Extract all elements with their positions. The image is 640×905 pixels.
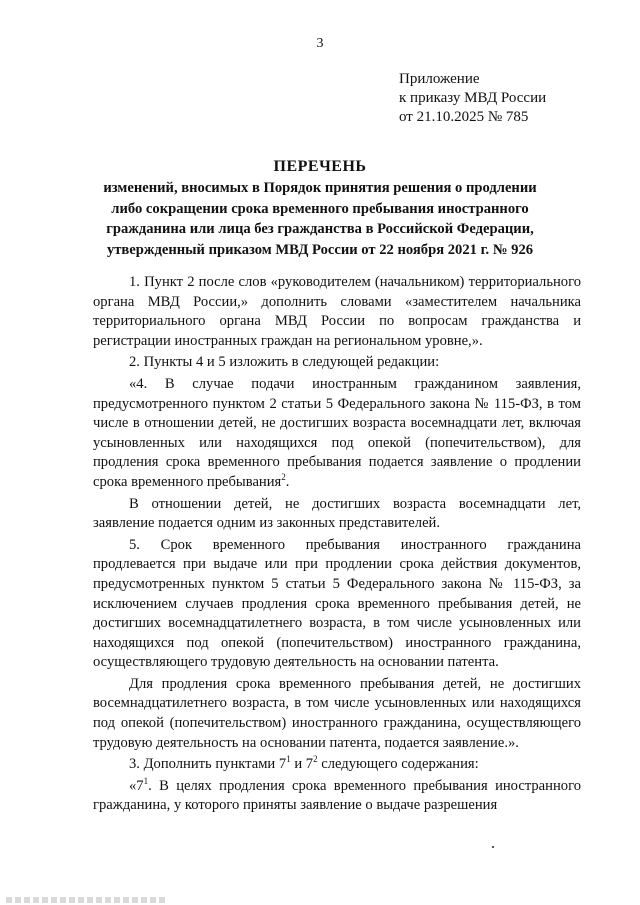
document-subtitle — [0, 178, 640, 260]
paragraph-text: «7 — [129, 777, 144, 794]
paragraph-item-3 — [93, 755, 581, 775]
footer-scan-artifact — [6, 897, 166, 903]
paragraph-point-5: 5. Срок временного пребывания иностранного гражданина продлевается при выдаче или при продлении срока действия документов, предусмотренных пунктом 5 статьи 5 Федерального закона № 115-ФЗ, за исключением случаев продления срока временного пребывания детей, не достигших восемнадцатилетнего возраста, в том числе усыновленных или находящихся под опекой (попечительством) иностранного гражданина, осуществляющего трудовую деятельность на основании патента. — [93, 536, 581, 671]
appendix-line-1: Приложение — [399, 71, 480, 87]
paragraph-item-1: 1. Пункт 2 после слов «руководителем (начальником) территориального органа МВД России,» дополнить словами «заместителем начальника территориального органа МВД России по вопросам гражданства и регистрации иностранных граждан на региональном уровне,». — [93, 274, 581, 349]
scan-mark — [492, 846, 494, 848]
document-heading — [0, 156, 640, 260]
paragraph-text: . В целях продления срока временного пребывания иностранного гражданина, у которого приняты заявление о выдаче разрешения — [93, 777, 581, 814]
paragraph-text: 3. Дополнить пунктами 7 — [129, 756, 287, 773]
appendix-block — [399, 70, 546, 127]
paragraph-point-4 — [93, 375, 581, 493]
superscript: 1 — [143, 775, 149, 786]
paragraph-item-2: 2. Пункты 4 и 5 изложить в следующей редакции: — [129, 354, 440, 371]
appendix-line-3: от 21.10.2025 № 785 — [399, 109, 529, 125]
paragraph-end: . — [285, 473, 290, 490]
document-body — [93, 273, 581, 818]
footnote-marker: 2 — [281, 472, 286, 483]
subtitle-line: изменений, вносимых в Порядок принятия решения о продлении — [103, 180, 537, 196]
superscript: 2 — [313, 754, 318, 765]
paragraph-text: и 7 — [290, 756, 314, 773]
paragraph-point-7-1 — [93, 777, 581, 816]
subtitle-line: либо сокращении срока временного пребывания иностранного — [111, 200, 529, 217]
subtitle-line: утвержденный приказом МВД России от 22 ноября 2021 г. № 926 — [106, 241, 534, 258]
page-number: 3 — [316, 36, 324, 51]
appendix-line-2: к приказу МВД России — [399, 90, 547, 106]
superscript: 1 — [286, 754, 291, 765]
paragraph-point-4-continued: В отношении детей, не достигших возраста восемнадцати лет, заявление подается одним из законных представителей. — [93, 495, 581, 532]
subtitle-line: гражданина или лица без гражданства в Российской Федерации, — [106, 221, 534, 237]
document-title: ПЕРЕЧЕНЬ — [273, 158, 367, 175]
paragraph-text: «4. В случае подачи иностранным гражданином заявления, предусмотренного пунктом 2 статьи 5 Федерального закона № 115-ФЗ, в том числе в отношении детей, не достигших возраста восемнадцати лет, включая усыновленных или находящихся под опекой (попечительством), для продления срока временного пребывания подается заявление о продлении срока временного пребывания — [93, 375, 581, 490]
paragraph-point-5-continued: Для продления срока временного пребывания детей, не достигших восемнадцатилетнего возраста, в том числе усыновленных или находящихся под опекой (попечительством) иностранного гражданина, осуществляющего трудовую деятельность на основании патента, подается заявление.». — [93, 675, 581, 751]
paragraph-text: следующего содержания: — [317, 756, 479, 773]
